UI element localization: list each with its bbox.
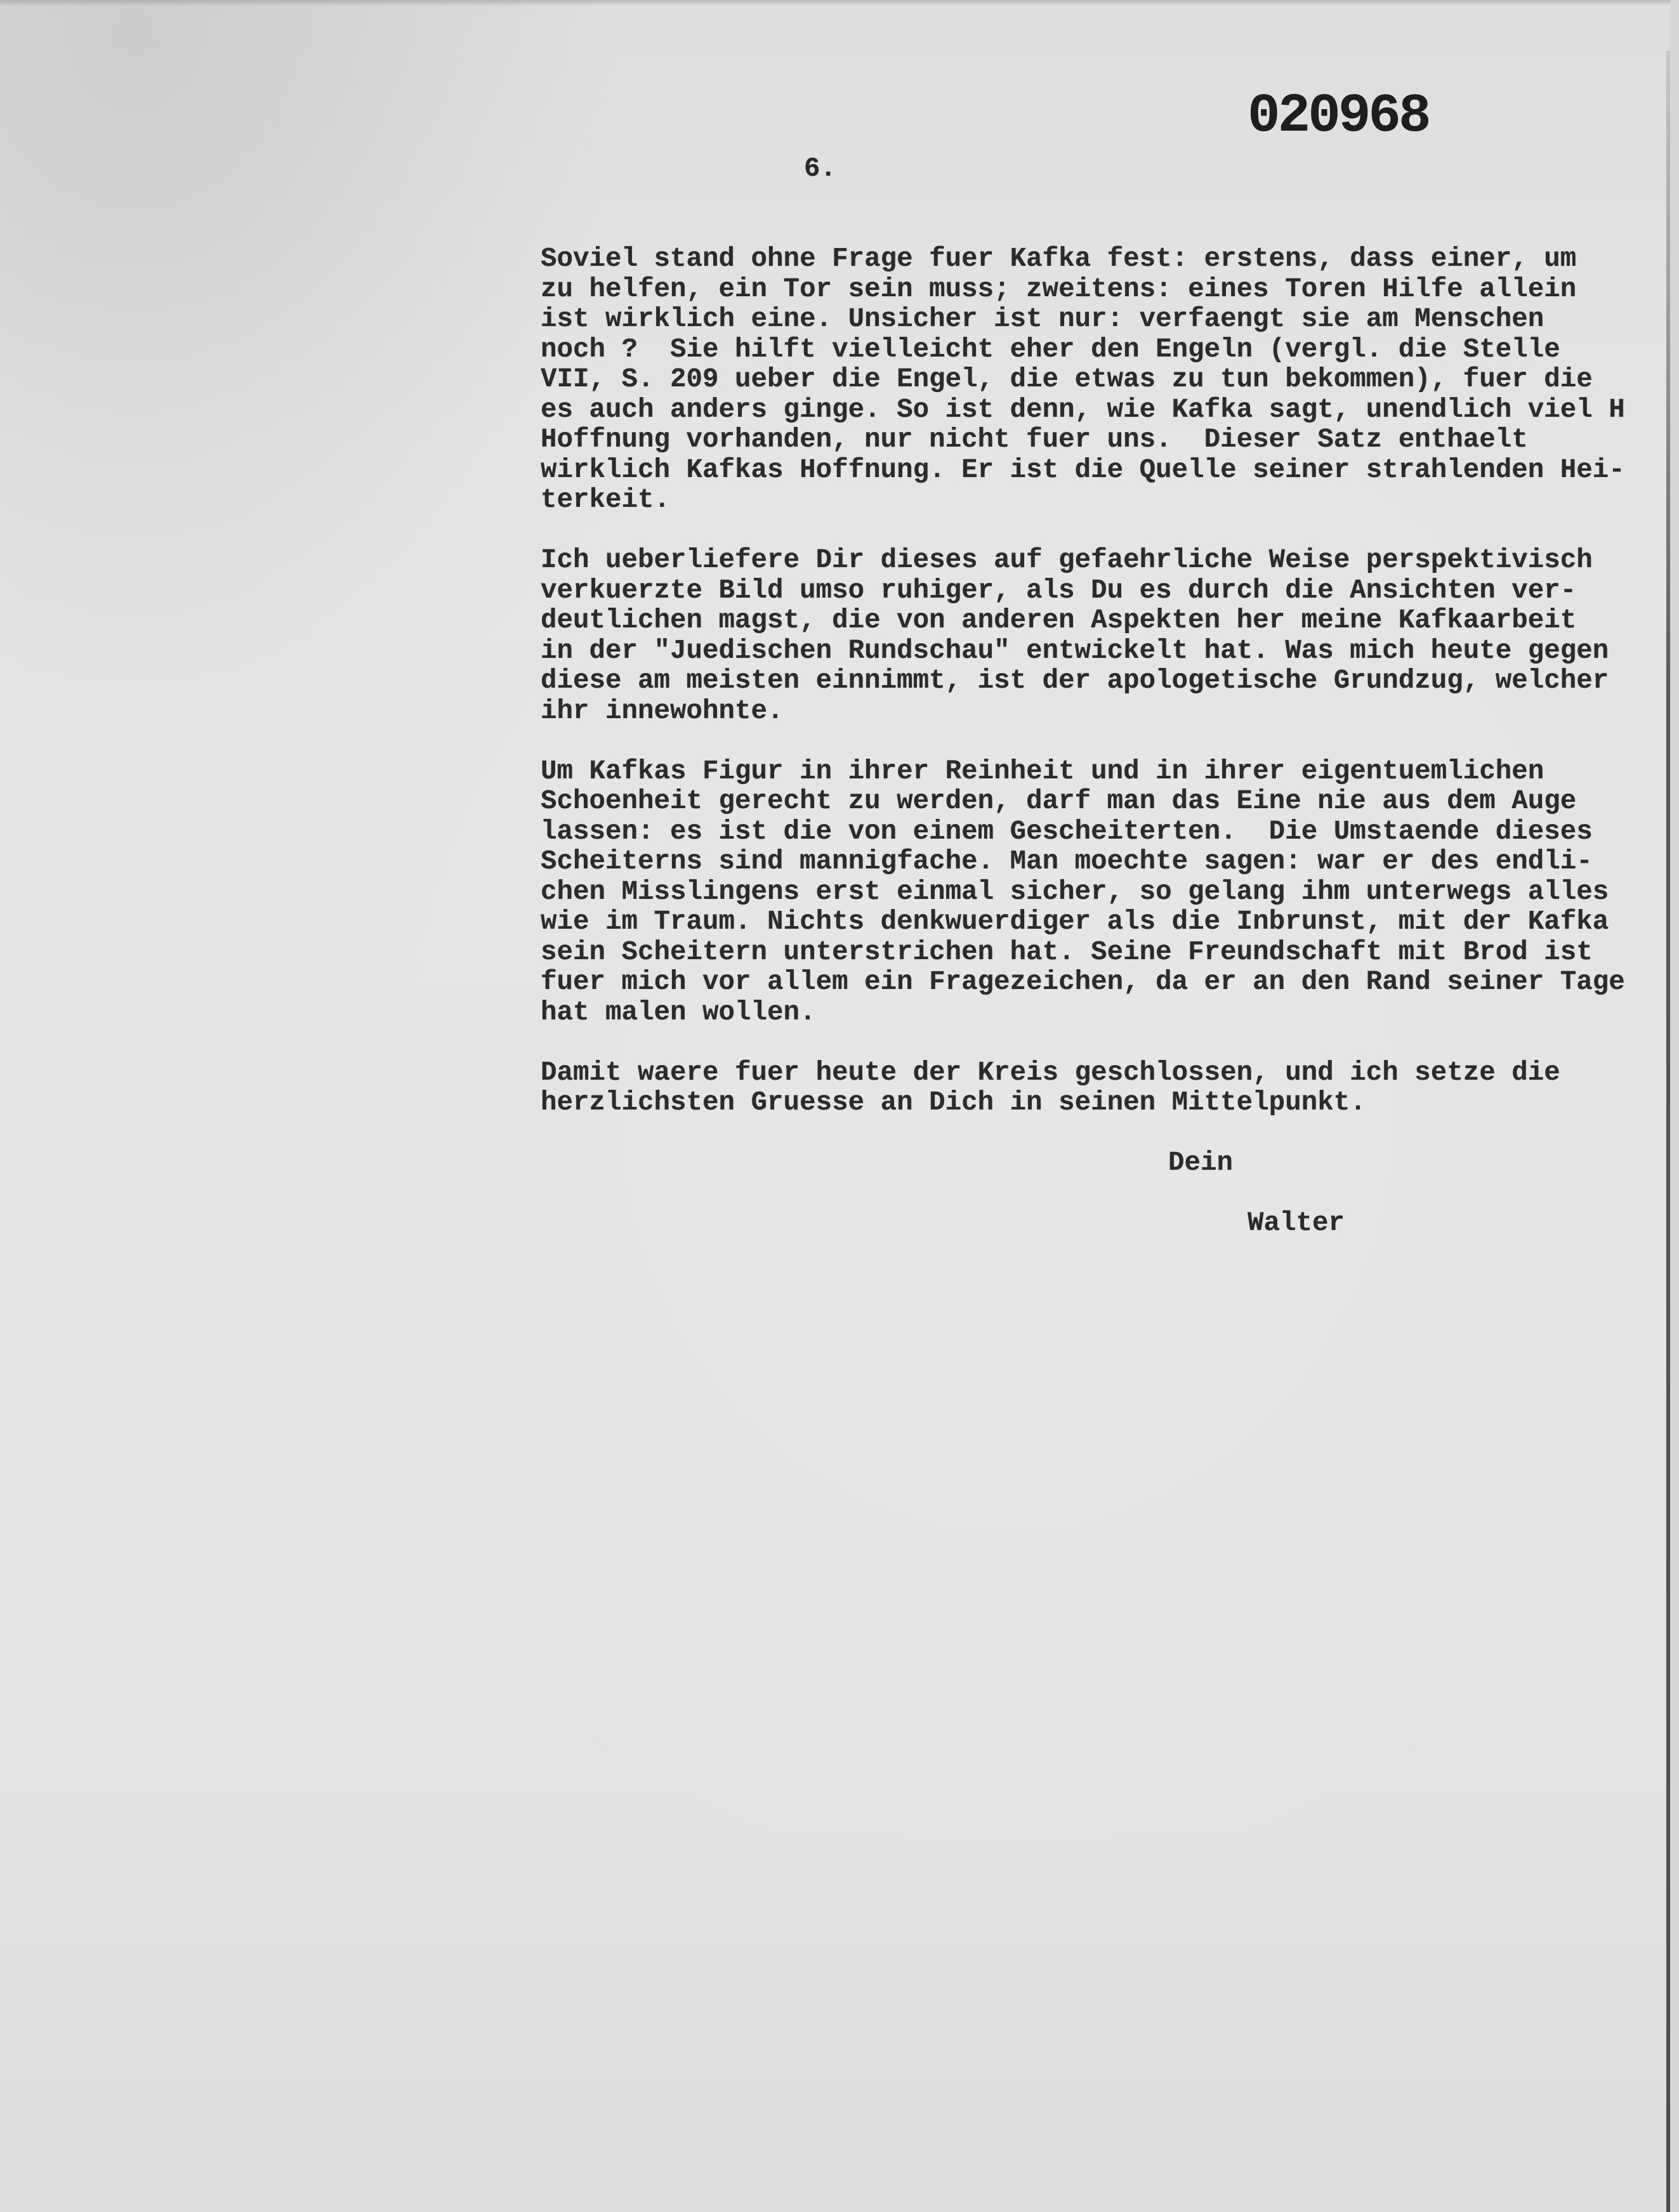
- text-line: deutlichen magst, die von anderen Aspekten her meine Kafkaarbeit: [541, 605, 1577, 636]
- text-line: lassen: es ist die von einem Gescheiterten. Die Umstaende dieses: [541, 816, 1593, 847]
- paragraph-4: [541, 1058, 1657, 1118]
- text-line: es auch anders ginge. So ist denn, wie Kafka sagt, unendlich viel H: [541, 394, 1625, 425]
- letter-body: [541, 244, 1657, 1239]
- text-line: herzlichsten Gruesse an Dich in seinen Mittelpunkt.: [541, 1087, 1366, 1118]
- archive-number: 020968: [1248, 85, 1429, 147]
- paragraph-1: [541, 244, 1657, 516]
- text-line: verkuerzte Bild umso ruhiger, als Du es durch die Ansichten ver-: [541, 575, 1577, 606]
- closing-salutation: Dein: [1168, 1148, 1234, 1178]
- text-line: hat malen wollen.: [541, 997, 816, 1028]
- text-line: in der "Juedischen Rundschau" entwickelt hat. Was mich heute gegen: [541, 635, 1609, 666]
- text-line: Ich ueberliefere Dir dieses auf gefaehrliche Weise perspektivisch: [541, 545, 1593, 575]
- paragraph-3: [541, 757, 1657, 1028]
- text-line: Scheiterns sind mannigfache. Man moechte sagen: war er des endli-: [541, 846, 1593, 877]
- text-line: diese am meisten einnimmt, ist der apologetische Grundzug, welcher: [541, 665, 1609, 696]
- signature-name: Walter: [1248, 1208, 1345, 1238]
- text-line: Schoenheit gerecht zu werden, darf man das Eine nie aus dem Auge: [541, 786, 1577, 816]
- text-line: Soviel stand ohne Frage fuer Kafka fest: erstens, dass einer, um: [541, 244, 1577, 274]
- text-line: Hoffnung vorhanden, nur nicht fuer uns. Dieser Satz enthaelt: [541, 424, 1528, 455]
- text-line: wirklich Kafkas Hoffnung. Er ist die Quelle seiner strahlenden Hei-: [541, 454, 1625, 485]
- text-line: wie im Traum. Nichts denkwuerdiger als die Inbrunst, mit der Kafka: [541, 906, 1609, 937]
- text-line: chen Misslingens erst einmal sicher, so gelang ihm unterwegs alles: [541, 876, 1609, 907]
- text-line: Damit waere fuer heute der Kreis geschlossen, und ich setze die: [541, 1057, 1560, 1088]
- text-line: ist wirklich eine. Unsicher ist nur: verfaengt sie am Menschen: [541, 304, 1544, 334]
- scan-margin-right: [1670, 0, 1679, 2212]
- text-line: Um Kafkas Figur in ihrer Reinheit und in ihrer eigentuemlichen: [541, 756, 1544, 787]
- text-line: VII, S. 209 ueber die Engel, die etwas zu tun bekommen), fuer die: [541, 364, 1593, 395]
- text-line: terkeit.: [541, 485, 671, 515]
- page-number: 6.: [804, 154, 837, 184]
- scan-edge-top: [0, 0, 1679, 6]
- text-line: ihr innewohnte.: [541, 695, 784, 726]
- text-line: sein Scheitern unterstrichen hat. Seine Freundschaft mit Brod ist: [541, 936, 1593, 967]
- letter-closing: [541, 1148, 1657, 1239]
- paragraph-2: [541, 546, 1657, 726]
- text-line: zu helfen, ein Tor sein muss; zweitens: eines Toren Hilfe allein: [541, 273, 1577, 304]
- text-line: noch ? Sie hilft vielleicht eher den Engeln (vergl. die Stelle: [541, 334, 1560, 365]
- text-line: fuer mich vor allem ein Fragezeichen, da er an den Rand seiner Tage: [541, 967, 1625, 997]
